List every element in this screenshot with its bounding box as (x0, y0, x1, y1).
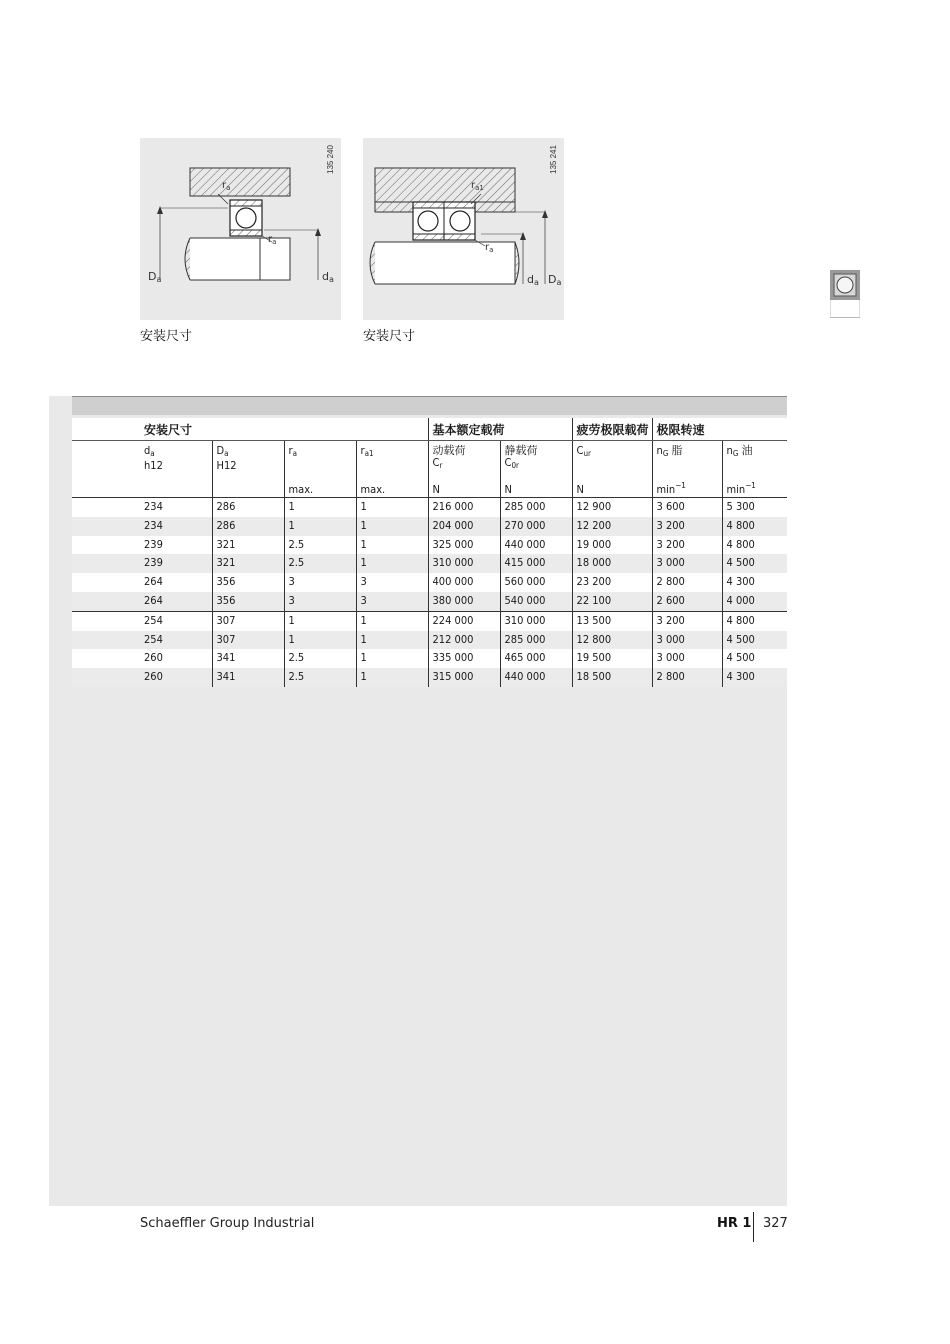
svg-text:ra: $r_a$ (268, 234, 277, 246)
table-row (72, 498, 787, 517)
table-row (72, 668, 787, 687)
unit-Da (212, 479, 284, 498)
table-row (72, 649, 787, 668)
table-cell: 216 000 (428, 498, 500, 517)
table-cell: 4 000 (722, 592, 787, 611)
table-cell: 19 000 (572, 536, 652, 555)
unit-Cur: N (572, 479, 652, 498)
table-cell: 23 200 (572, 573, 652, 592)
table-cell: 286 (212, 517, 284, 536)
col-C0r: 静载荷 $C_{0r}$ (500, 441, 572, 480)
table-cell: 4 800 (722, 517, 787, 536)
fig1-ra-bot-label: r (268, 234, 273, 245)
table-cell: 560 000 (500, 573, 572, 592)
svg-text:Da: Da (548, 273, 562, 287)
table-cell: 3 (284, 592, 356, 611)
table-cell: 1 (356, 649, 428, 668)
svg-text:da: da (322, 270, 334, 284)
table-row (72, 517, 787, 536)
table-cell: 12 900 (572, 498, 652, 517)
table-cell: 19 500 (572, 649, 652, 668)
table-cell: 325 000 (428, 536, 500, 555)
svg-text:ra1: $r_{a1}$ (471, 180, 484, 192)
table-cell: 254 (140, 631, 212, 650)
row-spacer (72, 554, 140, 573)
figure-id: 135 240 (326, 145, 335, 174)
figure-caption: 安装尺寸 (363, 329, 416, 344)
table-cell: 239 (144, 537, 163, 551)
svg-text:Da: Da (148, 270, 162, 284)
footer-divider (753, 1212, 754, 1242)
group-header-speed: 极限转速 (652, 418, 787, 441)
table-cell: 465 000 (500, 649, 572, 668)
unit-ng-oil: $\min^{-1}$ (722, 479, 787, 498)
table-cell: 540 000 (500, 592, 572, 611)
table-cell: 5 300 (722, 498, 787, 517)
row-spacer (72, 592, 140, 611)
table-cell: 1 (356, 517, 428, 536)
table-cell: 254 (140, 611, 212, 630)
table-cell: 224 000 (428, 611, 500, 630)
table-cell: 1 (284, 631, 356, 650)
table-cell: 2.5 (284, 554, 356, 573)
table-cell: 321 (212, 536, 284, 555)
table-cell: 1 (356, 631, 428, 650)
table-cell: 4 300 (722, 668, 787, 687)
col-Cr: 动载荷 $C_r$ (428, 441, 500, 480)
table-cell: 321 (212, 554, 284, 573)
row-spacer (72, 611, 140, 630)
col-Da: $D_a$ H12 (212, 441, 284, 480)
unit-ra1: max. (356, 479, 428, 498)
table-cell: 3 000 (652, 554, 722, 573)
mounting-drawing-paired (363, 138, 564, 320)
fig2-ra1-label: r (471, 180, 476, 191)
table-cell: 4 500 (722, 631, 787, 650)
table-cell: 204 000 (428, 517, 500, 536)
table-cell: 356 (212, 573, 284, 592)
table-cell: 285 000 (500, 631, 572, 650)
svg-text:ra: $r_a$ (485, 242, 494, 254)
table-cell: 264 (140, 592, 212, 611)
table-cell: 315 000 (428, 668, 500, 687)
group-header-fatigue: 疲劳极限载荷 (572, 418, 652, 441)
table-cell: 2.5 (284, 536, 356, 555)
table-cell: 341 (212, 668, 284, 687)
table-cell: 307 (212, 611, 284, 630)
svg-text:ra: $r_a$ (222, 180, 231, 192)
table-cell: 1 (356, 554, 428, 573)
table-row (72, 573, 787, 592)
table-cell: 1 (284, 498, 356, 517)
table-cell: 234 (144, 500, 163, 513)
table-cell: 18 500 (572, 668, 652, 687)
unit-ra: max. (284, 479, 356, 498)
table-cell: 270 000 (500, 517, 572, 536)
table-cell: 440 000 (500, 536, 572, 555)
table-cell: 2.5 (284, 668, 356, 687)
col-ra: $r_a$ (284, 441, 356, 480)
row-spacer (72, 498, 140, 517)
blank-unit (72, 479, 140, 498)
table-cell: 356 (212, 592, 284, 611)
fig1-Da-label: D (148, 270, 157, 283)
table-cell: 4 800 (722, 611, 787, 630)
fig2-ra-label: r (485, 242, 490, 253)
footer-catalog: HR 1 (717, 1216, 752, 1231)
table-row (72, 536, 787, 555)
table-cell: 18 000 (572, 554, 652, 573)
table-cell: 1 (284, 517, 356, 536)
table-cell: 335 000 (428, 649, 500, 668)
table-row (72, 611, 787, 630)
col-ng-grease: $n_G$ 脂 (652, 441, 722, 480)
svg-text:da: da (527, 273, 539, 287)
table-cell: 415 000 (500, 554, 572, 573)
blank-symbol (72, 441, 140, 480)
table-cell: 2 800 (652, 668, 722, 687)
row-spacer (72, 573, 140, 592)
table-row (72, 592, 787, 611)
table-cell: 3 (284, 573, 356, 592)
table-row (72, 554, 787, 573)
table-cell: 4 500 (722, 649, 787, 668)
bearing-thumbnail-icon (830, 270, 860, 318)
table-cell: 3 000 (652, 631, 722, 650)
table-cell: 3 200 (652, 517, 722, 536)
row-spacer (72, 668, 140, 687)
row-spacer (72, 517, 140, 536)
col-da: $d_a$ h12 (144, 444, 163, 472)
row-spacer (72, 536, 140, 555)
col-ra1: $r_{a1}$ (356, 441, 428, 480)
table-cell: 4 800 (722, 536, 787, 555)
table-cell: 285 000 (500, 498, 572, 517)
table-cell: 234 (140, 517, 212, 536)
table-cell: 2 800 (652, 573, 722, 592)
footer-company: Schaeffler Group Industrial (140, 1216, 315, 1231)
table-row (72, 631, 787, 650)
group-header-basic-load: 基本额定载荷 (428, 418, 572, 441)
table-cell: 264 (144, 575, 163, 589)
table-cell: 1 (356, 668, 428, 687)
table-cell: 4 500 (722, 554, 787, 573)
table-cell: 260 (144, 651, 163, 665)
row-spacer (72, 649, 140, 668)
table-cell: 12 800 (572, 631, 652, 650)
table-cell: 286 (212, 498, 284, 517)
table-cell: 310 000 (500, 611, 572, 630)
col-Cur: $C_{ur}$ (572, 441, 652, 480)
table-cell: 2.5 (284, 649, 356, 668)
table-cell: 307 (212, 631, 284, 650)
table-cell: 1 (356, 611, 428, 630)
table-cell: 22 100 (572, 592, 652, 611)
table-cell: 3 (356, 592, 428, 611)
group-header-mounting: 安装尺寸 (140, 418, 428, 441)
table-cell: 3 (356, 573, 428, 592)
table-cell: 12 200 (572, 517, 652, 536)
figure-caption: 安装尺寸 (140, 329, 193, 344)
unit-ng-grease: $\min^{-1}$ (652, 479, 722, 498)
table-cell: 260 (140, 668, 212, 687)
mounting-figure-paired (363, 138, 564, 320)
table-cell: 341 (212, 649, 284, 668)
row-spacer (72, 631, 140, 650)
table-cell: 440 000 (500, 668, 572, 687)
table-cell: 1 (356, 498, 428, 517)
blank-header (72, 418, 140, 441)
table-cell: 3 200 (652, 536, 722, 555)
table-cell: 3 600 (652, 498, 722, 517)
table-cell: 212 000 (428, 631, 500, 650)
table-cell: 380 000 (428, 592, 500, 611)
table-cell: 400 000 (428, 573, 500, 592)
fig2-da-label: d (527, 273, 534, 286)
table-cell: 1 (356, 536, 428, 555)
table-header-bar (72, 396, 787, 415)
mounting-dimensions-table (72, 418, 787, 687)
table-cell: 3 200 (652, 611, 722, 630)
table-cell: 239 (140, 554, 212, 573)
unit-C0r: N (500, 479, 572, 498)
table-cell: 310 000 (428, 554, 500, 573)
table-cell: 1 (284, 611, 356, 630)
table-cell: 3 000 (652, 649, 722, 668)
fig1-da-label: d (322, 270, 329, 283)
table-cell: 4 300 (722, 573, 787, 592)
table-cell: 2 600 (652, 592, 722, 611)
fig1-ra-top-label: r (222, 180, 227, 191)
unit-Cr: N (428, 479, 500, 498)
mounting-figure-single (140, 138, 341, 320)
unit-da (140, 479, 212, 498)
col-ng-oil: $n_G$ 油 (722, 441, 787, 480)
page-number: 327 (763, 1216, 788, 1231)
mounting-drawing-single (140, 138, 341, 320)
fig2-Da-label: D (548, 273, 557, 286)
table-cell: 13 500 (572, 611, 652, 630)
figure-id: 135 241 (549, 145, 558, 174)
